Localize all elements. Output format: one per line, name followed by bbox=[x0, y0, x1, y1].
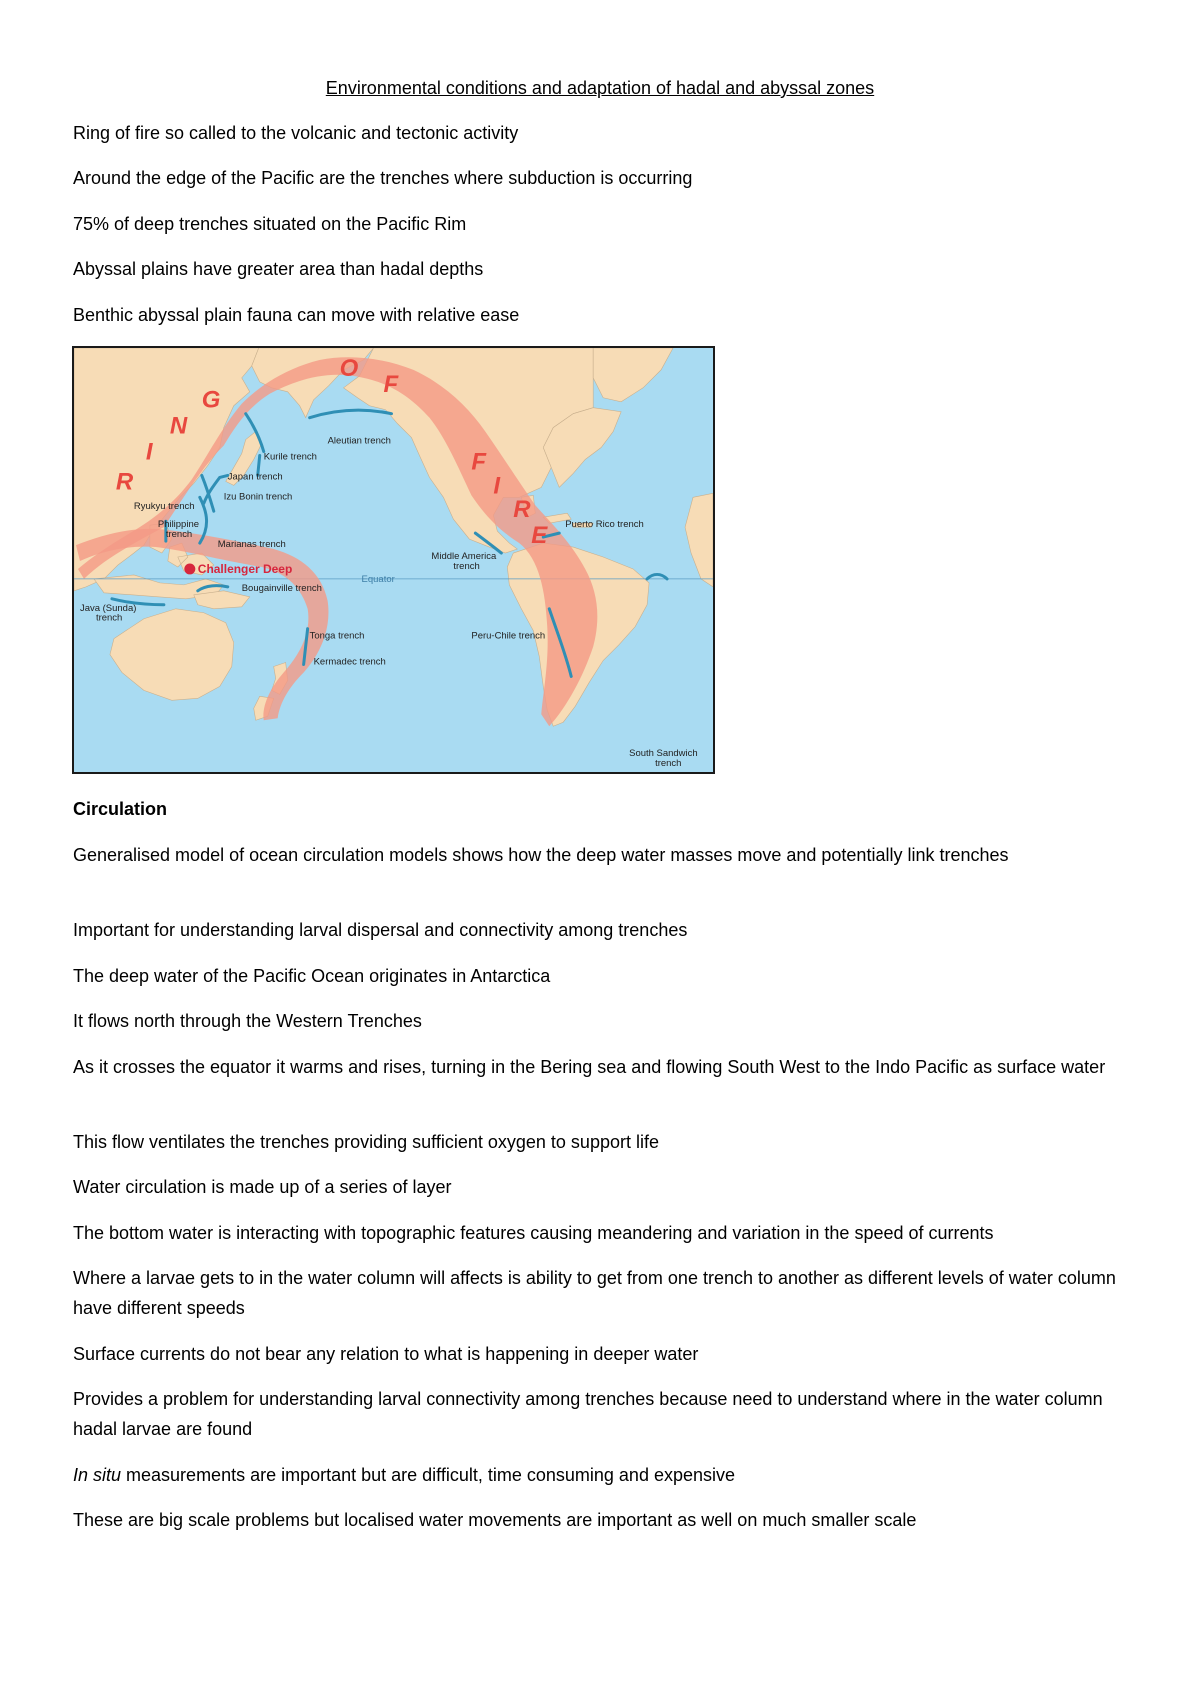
ring-letter-r2: R bbox=[513, 496, 531, 524]
circulation-line-7: Water circulation is made up of a series of layer bbox=[73, 1177, 452, 1197]
circulation-line-3: The deep water of the Pacific Ocean originates in Antarctica bbox=[73, 966, 551, 986]
intro-line-3: 75% of deep trenches situated on the Pacific Rim bbox=[73, 214, 467, 234]
ring-letter-f: F bbox=[383, 370, 399, 398]
intro-line-4: Abyssal plains have greater area than hadal depths bbox=[73, 259, 484, 279]
challenger-deep-marker bbox=[184, 563, 195, 574]
label-kurile-trench: Kurile trench bbox=[263, 451, 317, 463]
intro-line-1: Ring of fire so called to the volcanic and tectonic activity bbox=[73, 123, 519, 143]
ring-letter-n: N bbox=[169, 412, 188, 440]
circulation-line-8: The bottom water is interacting with topographic features causing meandering and variation in the speed of currents bbox=[73, 1223, 994, 1243]
label-java-trench-line1: Java (Sunda) bbox=[79, 602, 137, 614]
in-situ-italic: In situ bbox=[73, 1465, 122, 1485]
ring-letter-i: I bbox=[145, 438, 153, 466]
label-peru-chile-trench: Peru-Chile trench bbox=[471, 630, 546, 642]
ring-letter-f2: F bbox=[471, 448, 487, 476]
ring-letter-r: R bbox=[115, 468, 134, 496]
circulation-line-6: This flow ventilates the trenches providing sufficient oxygen to support life bbox=[73, 1132, 659, 1152]
label-ryukyu-trench: Ryukyu trench bbox=[133, 501, 195, 513]
ring-letter-i2: I bbox=[493, 472, 501, 500]
section-heading-circulation: Circulation bbox=[73, 799, 168, 819]
ring-letter-g: G bbox=[201, 386, 221, 414]
ring-of-fire-map bbox=[72, 346, 715, 774]
document-title: Environmental conditions and adaptation of hadal and abyssal zones bbox=[325, 78, 875, 98]
circulation-line-1: Generalised model of ocean circulation models shows how the deep water masses move and potentially link trenches bbox=[73, 845, 1009, 865]
label-south-sandwich-trench-line1: South Sandwich bbox=[629, 748, 698, 760]
intro-line-5: Benthic abyssal plain fauna can move with relative ease bbox=[73, 305, 520, 325]
label-philippine-trench-line1: Philippine bbox=[157, 519, 199, 531]
final-line: These are big scale problems but localised water movements are important as well on much smaller scale bbox=[73, 1510, 917, 1530]
ring-of-fire-map-graphic bbox=[74, 348, 713, 772]
label-puerto-rico-trench: Puerto Rico trench bbox=[565, 519, 644, 531]
equator-label: Equator bbox=[361, 573, 395, 585]
label-tonga-trench: Tonga trench bbox=[309, 630, 365, 642]
label-japan-trench: Japan trench bbox=[227, 471, 283, 483]
label-middle-america-trench-line2: trench bbox=[453, 560, 480, 572]
label-kermadec-trench: Kermadec trench bbox=[313, 656, 386, 668]
label-south-sandwich-trench-line2: trench bbox=[655, 758, 682, 770]
circulation-line-10: Surface currents do not bear any relation to what is happening in deeper water bbox=[73, 1344, 699, 1364]
in-situ-rest: measurements are important but are difficult, time consuming and expensive bbox=[121, 1465, 736, 1485]
circulation-line-9: Where a larvae gets to in the water column will affects is ability to get from one trench to another as different levels of water column have different speeds bbox=[73, 1268, 1116, 1318]
label-middle-america-trench-line1: Middle America bbox=[431, 551, 497, 562]
label-izu-bonin-trench: Izu Bonin trench bbox=[223, 491, 293, 503]
circulation-line-2: Important for understanding larval dispersal and connectivity among trenches bbox=[73, 920, 688, 940]
ring-letter-e: E bbox=[531, 522, 548, 550]
label-philippine-trench-line2: trench bbox=[165, 529, 193, 541]
challenger-deep-label: Challenger Deep bbox=[197, 561, 293, 576]
intro-line-2: Around the edge of the Pacific are the trenches where subduction is occurring bbox=[73, 168, 693, 188]
circulation-line-5: As it crosses the equator it warms and rises, turning in the Bering sea and flowing South West to the Indo Pacific as surface water bbox=[73, 1057, 1106, 1077]
circulation-line-4: It flows north through the Western Trenches bbox=[73, 1011, 422, 1031]
label-aleutian-trench: Aleutian trench bbox=[327, 435, 391, 447]
ring-letter-o: O bbox=[339, 354, 359, 382]
label-bougainville-trench: Bougainville trench bbox=[241, 582, 322, 594]
label-marianas-trench: Marianas trench bbox=[217, 539, 286, 551]
label-java-trench-line2: trench bbox=[95, 612, 123, 624]
in-situ-line bbox=[73, 1460, 1133, 1490]
circulation-line-11: Provides a problem for understanding larval connectivity among trenches because need to understand where in the water column hadal larvae are found bbox=[73, 1389, 1103, 1439]
